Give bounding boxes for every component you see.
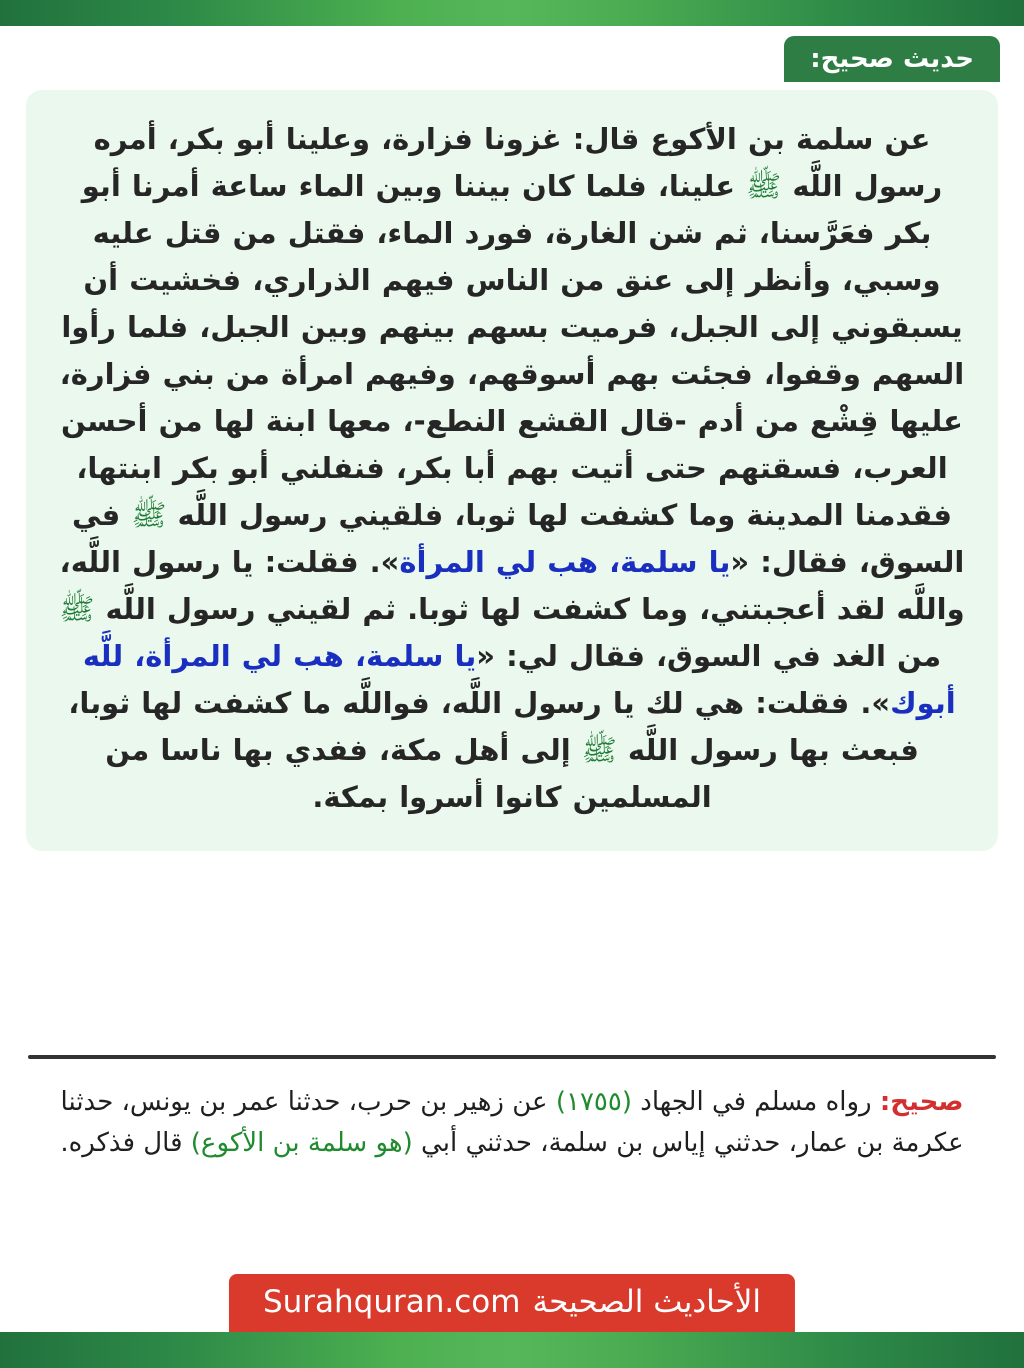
hadith-segment-5: من الغد في السوق، فقال لي: « <box>476 638 942 673</box>
narrator-note: (هو سلمة بن الأكوع) <box>190 1128 413 1159</box>
section-divider <box>28 1055 996 1059</box>
pbuh-icon-3: ﷺ <box>59 591 95 626</box>
source-text-after-number: عن زهير بن حرب، حدثنا عمر بن يونس، حدثنا عكرمة بن عمار، حدثني إياس بن سلمة، حدثني أبي <box>60 1087 964 1159</box>
hadith-segment-6: ». فقلت: هي لك يا رسول اللَّه، فواللَّه ما كشفت لها ثوبا، فبعث بها رسول اللَّه <box>68 685 919 767</box>
pbuh-icon-2: ﷺ <box>131 497 167 532</box>
hadith-segment-4: ». فقلت: يا رسول اللَّه، واللَّه لقد أعجبتني، وما كشفت لها ثوبا. ثم لقيني رسول اللَّه <box>59 544 965 626</box>
hadith-number: (١٧٥٥) <box>555 1087 632 1117</box>
footer-branding-banner[interactable] <box>229 1274 795 1332</box>
pbuh-icon-4: ﷺ <box>581 732 617 767</box>
header-badge-row <box>0 36 1024 82</box>
footer-title: الأحاديث الصحيحة <box>532 1284 762 1321</box>
grade-label: صحيح: <box>879 1087 964 1117</box>
prophet-quote-1: يا سلمة، هب لي المرأة <box>399 544 731 579</box>
hadith-segment-7: إلى أهل مكة، ففدي بها ناسا من المسلمين كانوا أسروا بمكة. <box>105 732 712 814</box>
source-text-end: قال فذكره. <box>60 1128 191 1159</box>
prophet-quote-2: يا سلمة، هب لي المرأة، للَّه أبوك <box>82 638 956 720</box>
hadith-grade-badge: حديث صحيح: <box>784 36 1000 82</box>
hadith-segment-3: في السوق، فقال: « <box>71 497 965 579</box>
hadith-segment-2: علينا، فلما كان بيننا وبين الماء ساعة أمرنا أبو بكر فعَرَّسنا، ثم شن الغارة، فورد الماء، فقتل من قتل عليه وسبي، وأنظر إلى عنق من الناس فيهم الذراري، فخشيت أن يسبقوني إلى الجبل، فرميت بسهم بينهم وبين الجبل، فلما رأوا السهم وقفوا، فجئت بهم أسوقهم، وفيهم امرأة من بني فزارة، عليها قِشْع من أدم -قال القشع النطع-، معها ابنة لها من أحسن العرب، فسقتهم حتى أتيت بهم أبا بكر، فنفلني أبو بكر ابنتها، فقدمنا المدينة وما كشفت لها ثوبا، فلقيني رسول اللَّه <box>59 168 965 532</box>
top-gradient-bar <box>0 0 1024 26</box>
source-text-before-number: رواه مسلم في الجهاد <box>632 1087 880 1117</box>
hadith-segment-1: عن سلمة بن الأكوع قال: غزونا فزارة، وعلينا أبو بكر، أمره رسول اللَّه <box>93 122 943 203</box>
pbuh-icon-1: ﷺ <box>746 168 782 203</box>
bottom-gradient-bar <box>0 1332 1024 1368</box>
hadith-body-text <box>56 116 968 821</box>
footer-site-url: Surahquran.com <box>262 1284 521 1321</box>
hadith-card <box>26 90 998 851</box>
source-attribution <box>24 1082 1000 1164</box>
